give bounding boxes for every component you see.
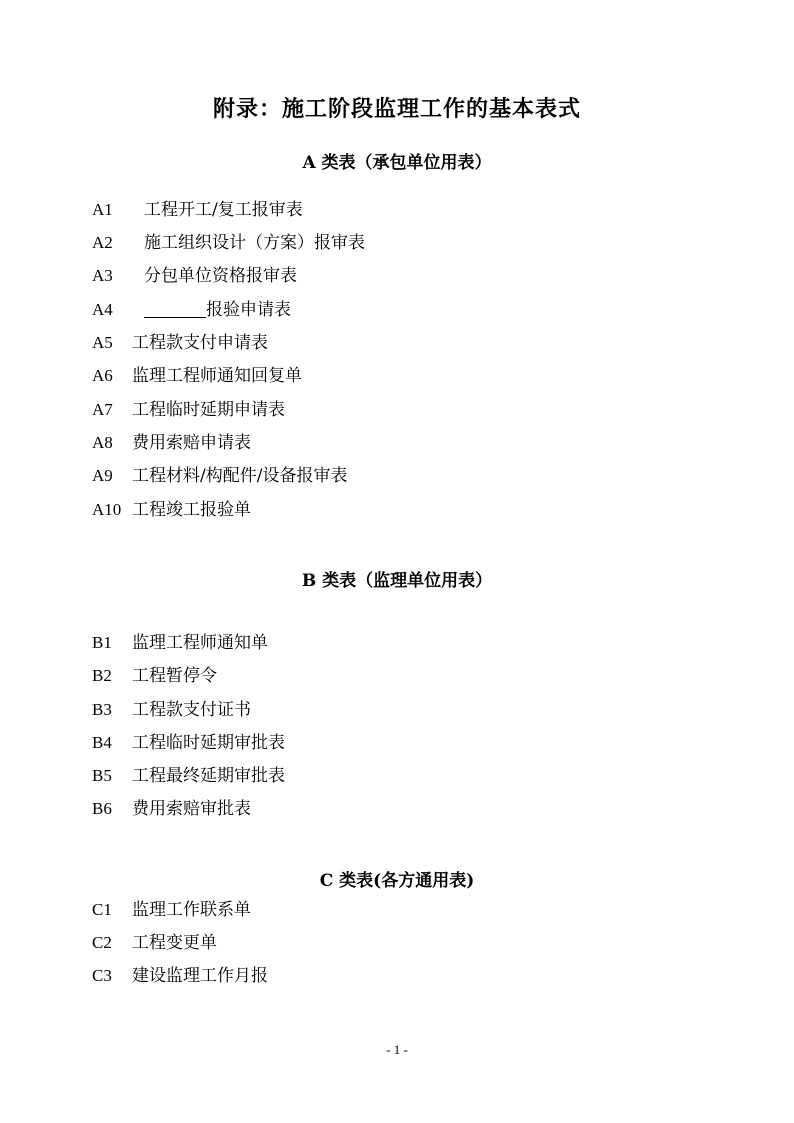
item-code: C3 (92, 966, 112, 985)
item-name: 工程竣工报验单 (132, 500, 251, 520)
item-code: C1 (92, 900, 112, 919)
item-code: B6 (92, 799, 112, 818)
list-item-c3 (92, 964, 268, 988)
item-name: 工程临时延期申请表 (132, 400, 285, 420)
section-title-c: C 类表(各方通用表) (319, 871, 475, 891)
list-item-a7 (92, 398, 285, 422)
item-name: 报验申请表 (206, 300, 291, 320)
list-item-a10 (92, 498, 251, 522)
item-name: 工程开工/复工报审表 (144, 200, 303, 220)
item-code: A1 (92, 200, 113, 219)
item-code: A2 (92, 233, 113, 252)
item-code: B3 (92, 700, 112, 719)
item-code: A5 (92, 333, 113, 352)
list-item-a2 (92, 231, 365, 255)
item-code: A7 (92, 400, 113, 419)
list-item-b6 (92, 797, 251, 821)
item-name: 工程款支付证书 (132, 700, 251, 720)
item-name: 监理工程师通知回复单 (132, 366, 302, 386)
list-item-a4 (92, 298, 291, 322)
item-name: 工程最终延期审批表 (132, 766, 285, 786)
list-item-b3 (92, 698, 251, 722)
item-name: 费用索赔审批表 (132, 799, 251, 819)
item-name: 监理工程师通知单 (132, 633, 268, 653)
item-code: A3 (92, 266, 113, 285)
item-code: A8 (92, 433, 113, 452)
list-item-a5 (92, 331, 268, 355)
item-name: 费用索赔申请表 (132, 433, 251, 453)
item-name: 工程暂停令 (132, 666, 217, 686)
list-item-a6 (92, 364, 302, 388)
item-name: 建设监理工作月报 (132, 966, 268, 986)
item-code: C2 (92, 933, 112, 952)
section-title-a: A 类表（承包单位用表） (302, 153, 492, 173)
list-item-a8 (92, 431, 251, 455)
list-item-c2 (92, 931, 217, 955)
item-code: B1 (92, 633, 112, 652)
item-name: 监理工作联系单 (132, 900, 251, 920)
item-code: B2 (92, 666, 112, 685)
page-number: - 1 - (386, 1042, 408, 1057)
item-name: 分包单位资格报审表 (144, 266, 297, 286)
item-code: B5 (92, 766, 112, 785)
list-item-c1 (92, 898, 251, 922)
list-item-b2 (92, 664, 217, 688)
blank-underline (144, 299, 206, 318)
item-code: B4 (92, 733, 112, 752)
item-name: 工程临时延期审批表 (132, 733, 285, 753)
item-name: 施工组织设计（方案）报审表 (144, 233, 365, 253)
item-code: A9 (92, 466, 113, 485)
item-code: A6 (92, 366, 113, 385)
list-item-a9 (92, 464, 347, 488)
section-title-b: B 类表（监理单位用表） (301, 571, 493, 591)
list-item-b1 (92, 631, 268, 655)
list-item-a3 (92, 264, 297, 288)
item-code: A4 (92, 300, 113, 319)
item-name: 工程变更单 (132, 933, 217, 953)
item-name: 工程材料/构配件/设备报审表 (132, 466, 348, 486)
item-name: 工程款支付申请表 (132, 333, 268, 353)
item-code: A10 (92, 500, 122, 519)
page-title: 附录：施工阶段监理工作的基本表式 (212, 96, 581, 122)
list-item-a1 (92, 198, 303, 222)
list-item-b4 (92, 731, 285, 755)
list-item-b5 (92, 764, 285, 788)
